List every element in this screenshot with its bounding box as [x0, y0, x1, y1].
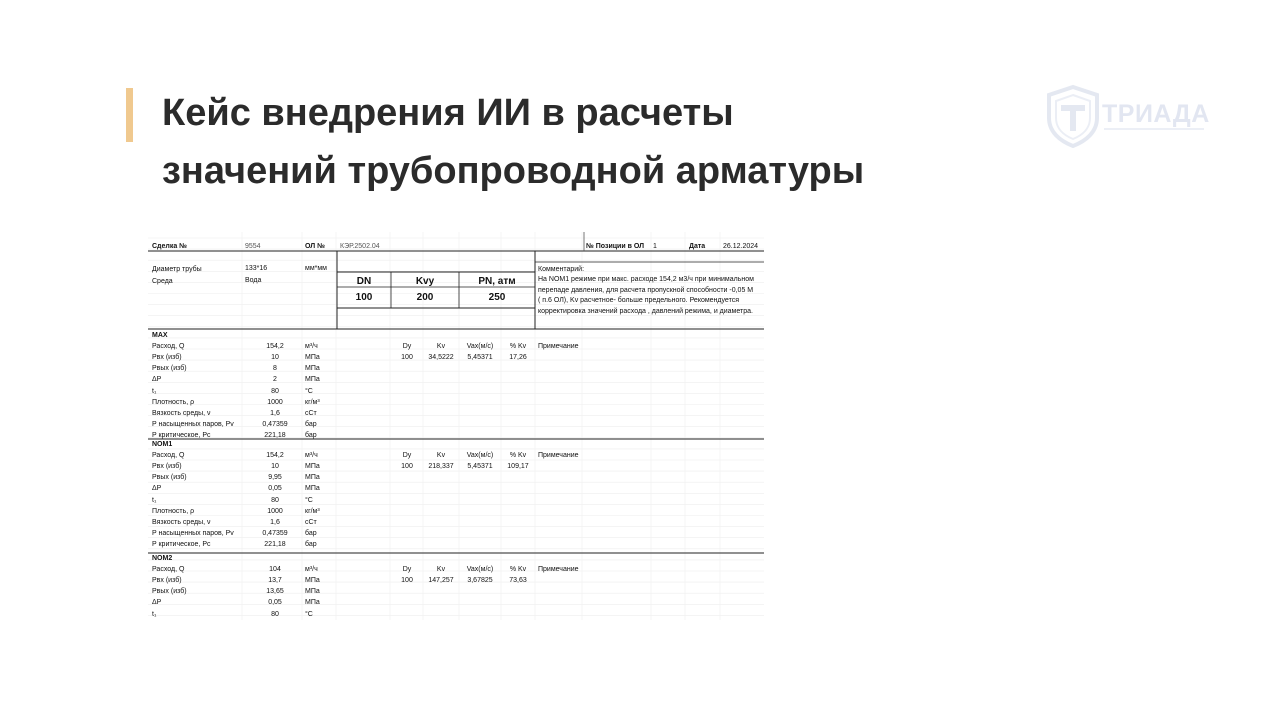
param-unit: кг/м³: [305, 398, 320, 406]
param-value: 80: [271, 387, 279, 395]
mode-name: MAX: [152, 332, 168, 339]
shield-icon: [1044, 84, 1102, 148]
param-unit: МПа: [305, 463, 320, 471]
medium-label: Среда: [152, 278, 173, 285]
pipe-diameter-unit: мм*мм: [305, 265, 327, 272]
result-vax: 3,67825: [467, 577, 493, 585]
pn-label: PN, атм: [478, 276, 516, 287]
result-header-vax: Vax(м/с): [466, 566, 494, 574]
comment-label: Комментарий:: [538, 266, 585, 273]
param-unit: м³/ч: [305, 343, 318, 351]
param-value: 80: [271, 496, 279, 504]
param-label: t₁: [152, 387, 157, 395]
param-label: Pвых (изб): [152, 474, 187, 482]
kvy-value: 200: [416, 292, 434, 303]
kvy-label: Kvy: [415, 276, 435, 287]
param-value: 2: [273, 376, 277, 384]
param-value: 0,05: [268, 599, 282, 607]
param-unit: °C: [305, 496, 313, 504]
result-kv: 147,257: [428, 577, 454, 585]
result-dy: 100: [401, 577, 413, 585]
param-label: Pвх (изб): [152, 577, 182, 585]
param-label: P насыщенных паров, Pv: [152, 529, 234, 537]
param-label: Расход, Q: [152, 566, 185, 574]
param-value: 9,95: [268, 474, 282, 482]
result-header-vax: Vax(м/с): [466, 452, 494, 460]
result-header-dy: Dy: [402, 343, 412, 351]
result-pkv: 17,26: [509, 354, 527, 362]
logo-tagline-line: [1104, 128, 1204, 130]
position-value: 1: [653, 243, 657, 250]
param-label: Pвых (изб): [152, 588, 187, 596]
param-label: Плотность, ρ: [152, 507, 195, 515]
param-unit: бар: [305, 529, 317, 537]
slide-title-line-2: значений трубопроводной арматуры: [162, 150, 865, 192]
result-header-note: Примечание: [538, 343, 579, 351]
param-value: 104: [269, 566, 281, 574]
result-header-dy: Dy: [402, 452, 412, 460]
result-kv: 34,5222: [428, 354, 454, 362]
param-value: 80: [271, 610, 279, 618]
mode-name: NOM1: [152, 441, 173, 448]
result-header-pkv: % Kv: [509, 566, 527, 574]
date-value: 26.12.2024: [723, 243, 759, 250]
title-accent-bar: [126, 88, 133, 142]
param-label: Вязкость среды, ν: [152, 409, 211, 417]
result-header-dy: Dy: [402, 566, 412, 574]
param-unit: бар: [305, 431, 317, 439]
param-value: 1000: [267, 398, 283, 406]
result-header-pkv: % Kv: [509, 452, 527, 460]
param-value: 154,2: [266, 343, 284, 351]
param-value: 221,18: [264, 540, 286, 548]
dn-value: 100: [355, 292, 373, 303]
param-value: 1,6: [270, 518, 280, 526]
param-label: P критическое, Pc: [152, 431, 211, 439]
logo-text: ТРИАДА: [1102, 100, 1210, 128]
comment-line-4: корректировка значений расхода , давлений режима, и диаметра.: [538, 307, 753, 315]
param-label: t₁: [152, 496, 157, 504]
comment-line-1: На NOM1 режиме при макс. расходе 154,2 м3/ч при минимальном: [538, 276, 754, 283]
result-header-kv: Kv: [436, 452, 446, 460]
result-header-kv: Kv: [436, 566, 446, 574]
param-unit: МПа: [305, 599, 320, 607]
param-value: 8: [273, 365, 277, 373]
param-value: 154,2: [266, 452, 284, 460]
param-label: Pвых (изб): [152, 365, 187, 373]
param-label: Pвх (изб): [152, 463, 182, 471]
param-label: P критическое, Pc: [152, 540, 211, 548]
pipe-diameter-label: Диаметр трубы: [152, 266, 202, 273]
position-label: № Позиции в ОЛ: [586, 243, 645, 250]
result-pkv: 109,17: [507, 463, 529, 471]
ol-label: ОЛ №: [305, 243, 325, 250]
result-kv: 218,337: [428, 463, 454, 471]
comment-line-3: ( п.6 ОЛ), Kv расчетное- больше предельного. Рекомендуется: [538, 297, 740, 304]
deal-label: Сделка №: [152, 243, 187, 250]
date-label: Дата: [689, 243, 706, 250]
pipe-diameter-value: 133*16: [245, 265, 268, 272]
param-unit: сСт: [305, 409, 317, 417]
param-unit: м³/ч: [305, 566, 318, 574]
param-unit: бар: [305, 420, 317, 428]
result-dy: 100: [401, 354, 413, 362]
mode-name: NOM2: [152, 555, 173, 562]
slide-title-line-1: Кейс внедрения ИИ в расчеты: [162, 92, 734, 134]
param-unit: °C: [305, 610, 313, 618]
param-label: Вязкость среды, ν: [152, 518, 211, 526]
param-label: Расход, Q: [152, 343, 185, 351]
result-header-note: Примечание: [538, 566, 579, 574]
param-unit: кг/м³: [305, 507, 320, 515]
spreadsheet-screenshot: [148, 232, 764, 620]
param-value: 221,18: [264, 431, 286, 439]
param-unit: МПа: [305, 354, 320, 362]
result-header-kv: Kv: [436, 343, 446, 351]
param-label: Pвх (изб): [152, 354, 182, 362]
param-unit: МПа: [305, 485, 320, 493]
param-value: 13,7: [268, 577, 282, 585]
result-header-vax: Vax(м/с): [466, 343, 494, 351]
param-unit: °C: [305, 387, 313, 395]
dn-label: DN: [356, 276, 372, 287]
param-label: t₁: [152, 610, 157, 618]
param-value: 1000: [267, 507, 283, 515]
param-value: 10: [271, 463, 279, 471]
param-label: ΔP: [152, 599, 162, 607]
medium-value: Вода: [245, 277, 262, 284]
param-unit: МПа: [305, 474, 320, 482]
result-vax: 5,45371: [467, 463, 493, 471]
slide-title: [162, 84, 864, 200]
param-unit: МПа: [305, 365, 320, 373]
result-dy: 100: [401, 463, 413, 471]
param-unit: МПа: [305, 577, 320, 585]
result-header-note: Примечание: [538, 452, 579, 460]
param-unit: МПа: [305, 376, 320, 384]
param-label: P насыщенных паров, Pv: [152, 420, 234, 428]
param-value: 10: [271, 354, 279, 362]
result-vax: 5,45371: [467, 354, 493, 362]
result-header-pkv: % Kv: [509, 343, 527, 351]
deal-value: 9554: [245, 243, 261, 250]
param-label: ΔP: [152, 485, 162, 493]
comment-line-2: перепаде давления, для расчета пропускной способности -0,05 М: [538, 286, 754, 294]
param-value: 0,47359: [262, 420, 288, 428]
param-label: Плотность, ρ: [152, 398, 195, 406]
param-label: Расход, Q: [152, 452, 185, 460]
param-value: 0,05: [268, 485, 282, 493]
pn-value: 250: [488, 292, 506, 303]
param-unit: МПа: [305, 588, 320, 596]
company-logo: [1044, 84, 1212, 148]
param-value: 1,6: [270, 409, 280, 417]
result-pkv: 73,63: [509, 577, 527, 585]
param-unit: бар: [305, 540, 317, 548]
ol-value: КЭР.2502.04: [340, 243, 380, 250]
param-unit: м³/ч: [305, 452, 318, 460]
param-value: 13,65: [266, 588, 284, 596]
param-value: 0,47359: [262, 529, 288, 537]
param-unit: сСт: [305, 518, 317, 526]
param-label: ΔP: [152, 376, 162, 384]
